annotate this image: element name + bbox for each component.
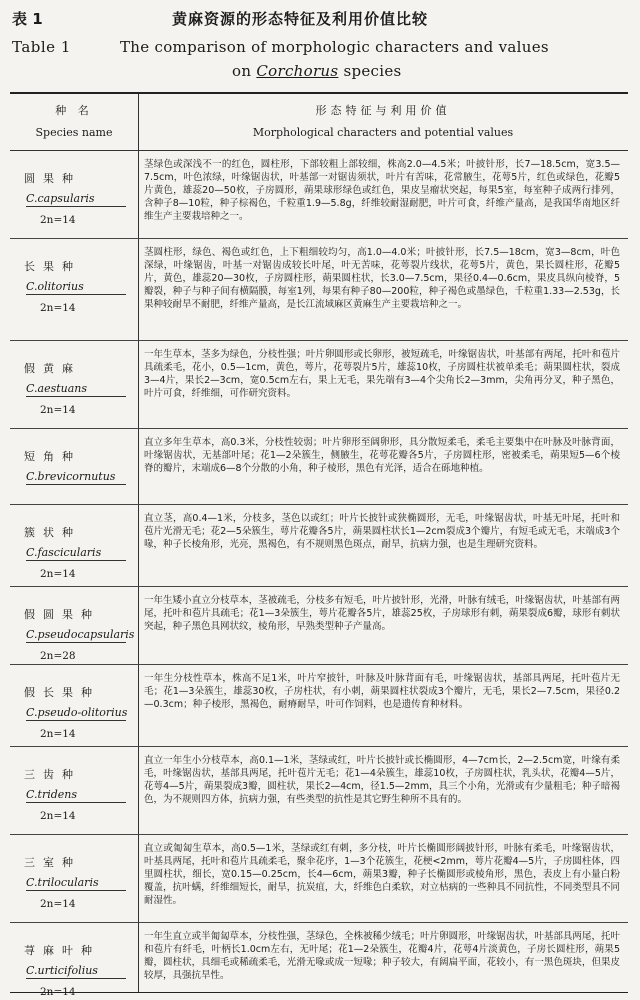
table-row <box>10 150 628 239</box>
table-row <box>10 746 628 835</box>
species-latin: C.pseudocapsularis <box>26 628 135 641</box>
morph-description: 一年生草本，茎多为绿色，分枝性强；叶片卵圆形或长卵形，被短疏毛，叶缘锯齿状，叶基部有两尾，托叶和苞片具疏柔毛，花小，0.5—1cm，黄色，萼片，花萼裂片5片，雄蕊10枚，子房圆柱状被单柔毛；蒴果圆柱状，裂成3—4片，果长2—3cm，宽0.5cm左右，果上无毛，果先端有3—4个尖角长2—3mm，尖角再分叉，种子黑色，叶片可食，纤维细，可作研究资料。 <box>144 349 620 399</box>
table-title-en-line2 <box>232 62 402 80</box>
species-cell <box>10 746 138 834</box>
species-name-cn: 圆果种 <box>24 172 81 185</box>
morph-description: 直立多年生草本，高0.3米，分枝性较弱；叶片卵形至阔卵形，具分散短柔毛，柔毛主要集中在叶脉及叶脉背面，叶缘锯齿状，无基部叶尾；花1—2朵簇生，侧腋生，花萼花瓣各5片，子房圆柱形，密被柔毛，蒴果短5—6个棱脊的瓣片，末端成6—8个分散的小角，种子棱形，黑色有光泽，适合在砾地种植。 <box>144 437 620 474</box>
morph-description: 一年生矮小直立分枝草本，茎被疏毛，分枝多有短毛，叶片披针形，光滑，叶脉有绒毛，叶缘锯齿状，叶基部有两尾，托叶和苞片具疏毛；花1—3朵簇生，萼片花瓣各5片，雄蕊25枚，子房球形有刺，蒴果裂成6瓣，球形有刺状突起，种子黑色具网状纹，棱角形，早熟类型种子产量高。 <box>144 595 620 632</box>
morph-description: 一年生分枝性草本，株高不足1米，叶片窄披针，叶脉及叶脉背面有毛，叶缘锯齿状，基部具两尾，托叶苞片无毛；花1—3朵簇生，雄蕊30枚，子房柱状，有小刺，蒴果圆柱状裂成3个瓣片，无毛，果长2—7.5cm，果径0.2—0.3cm；种子棱形，黑褐色，耐瘠耐旱，叶可作饲料，也是遗传育种材料。 <box>144 673 620 710</box>
species-latin: C.brevicornutus <box>26 470 126 485</box>
table-header <box>0 0 640 88</box>
col-species-en: Species name <box>35 126 113 139</box>
title-en-genus: Corchorus <box>256 62 339 80</box>
species-latin: C.olitorius <box>26 280 126 295</box>
comparison-table <box>10 92 628 998</box>
species-name-cn: 簇状种 <box>24 526 81 539</box>
morph-description: 直立茎，高0.4—1米，分枝多，茎色以或红；叶片长披针或狭椭圆形，无毛，叶缘锯齿状，叶基无叶尾，托叶和苞片光滑无毛；花2—5朵簇生，萼片花瓣各5片，蒴果圆柱状长1—2cm裂成3个瓣片，有短毛或无毛，末端成3个喙，种子长棱角形，光亮，黑褐色，有不规则黑色斑点，耐旱，抗病力强，也是生理研究资料。 <box>144 513 620 550</box>
morph-description: 直立或匍匐生草本，高0.5—1米，茎绿或红有刺，多分枝，叶片长椭圆形阔披针形，叶脉有柔毛，叶缘锯齿状，叶基具两尾，托叶和苞片具疏柔毛，聚伞花序，1—3个花簇生，花梗<2mm，萼片花瓣4—5片，子房圆柱体，四里圆柱状，细长，宽0.15—0.25cm，长4—6cm，蒴果3瓣，种子长椭圆形或棱角形，黑色，表皮上有小量白粉覆盖，抗叶螨，纤维细短长，耐旱，抗炭疽，大，纤维色白柔软，对立枯病的一些种具不同抗性，不同类型具不同耐湿性。 <box>144 843 620 906</box>
species-cell <box>10 150 138 238</box>
species-cell <box>10 922 138 998</box>
species-name-cn: 假长果种 <box>24 686 100 699</box>
species-latin: C.fascicularis <box>26 546 126 561</box>
species-cell <box>10 238 138 340</box>
table-row <box>10 238 628 341</box>
table-row <box>10 586 628 665</box>
morph-description: 直立一年生小分枝草本，高0.1—1米，茎绿或红，叶片长披针或长椭圆形，4—7cm长，2—2.5cm宽，叶缘有柔毛，叶缘锯齿状，基部具两尾，托叶苞片无毛；花1—4朵簇生，雄蕊10枚，子房圆柱状，乳头状，花瓣4—5片，花萼4—5片，蒴果裂成3瓣，圆柱状，果长2—4cm，径1.5—2mm，具三个小角，光滑或有少量粗毛；种子暗褐色，为不规则四方体，抗病力强，有些类型的抗性是其它野生种所不具有的。 <box>144 755 620 805</box>
chromosome-number: 2n=14 <box>40 214 76 226</box>
species-latin: C.capsularis <box>26 192 126 207</box>
table-row <box>10 834 628 923</box>
chromosome-number: 2n=14 <box>40 404 76 416</box>
morph-description: 茎绿色或深浅不一的红色，圆柱形，下部较粗上部较细，株高2.0—4.5米；叶披针形，长7—18.5cm，宽3.5—7.5cm，叶色浓绿，叶缘锯齿状，叶基部一对锯齿须状，叶片有苦味，花常腋生，花萼5片，红色或绿色，花瓣5片黄色，雄蕊20—50枚，子房圆形，蒴果球形绿色或红色，果皮呈瘤状突起，每果5室，每室种子成两行排列，含种子8—10粒，种子棕褐色，千粒重1.9—5.8g，纤维较耐湿耐肥，叶片可食，纤维产量高，是我国华南地区纤维生产主要栽培种之一。 <box>144 159 620 222</box>
species-name-cn: 荨麻叶种 <box>24 944 100 957</box>
species-latin: C.aestuans <box>26 382 126 397</box>
table-row <box>10 664 628 747</box>
table-title-en-line1: The comparison of morphologic characters and values <box>120 38 549 56</box>
species-cell <box>10 586 138 664</box>
chromosome-number: 2n=14 <box>40 986 76 998</box>
species-cell <box>10 340 138 428</box>
species-name-cn: 长果种 <box>24 260 81 273</box>
table-row <box>10 922 628 998</box>
species-name-cn: 假圆果种 <box>24 608 100 621</box>
chromosome-number: 2n=14 <box>40 568 76 580</box>
morph-description: 一年生直立或半匍匐草本，分枝性强，茎绿色，全株被稀少绒毛；叶片卵圆形，叶缘锯齿状，叶基部具两尾，托叶和苞片有纤毛，叶柄长1.0cm左右，无叶尾；花1—2朵簇生，花瓣4片，花萼4片淡黄色，子房长圆柱形，蒴果5瓣，圆柱状，具细毛或稀疏柔毛，光滑无喙或成一短喙；种子较大，有阔扁平面，花较小，有一黑色斑块，但果皮较厚，具强抗旱性。 <box>144 931 620 981</box>
species-latin: C.trilocularis <box>26 876 126 891</box>
species-name-cn: 三室种 <box>24 856 81 869</box>
column-header-row <box>10 94 628 151</box>
chromosome-number: 2n=14 <box>40 728 76 740</box>
species-latin: C.pseudo-olitorius <box>26 706 128 719</box>
table-number-cn: 表 1 <box>12 10 43 28</box>
morph-description: 茎圆柱形，绿色、褐色或红色，上下粗细较均匀，高1.0—4.0米；叶披针形，长7.5—18cm，宽3—8cm，叶色深绿，叶缘锯齿，叶基一对锯齿成较长叶尾，叶无苦味，花萼裂片线状，花萼5片，黄色，果长圆柱形，花瓣5片，黄色，雄蕊20—30枚，子房圆柱形，蒴果圆柱状，长3.0—7.5cm，果径0.4—0.6cm，果皮具纵向棱脊，5瓣裂，种子与种子间有横隔膜，每室1列，每果有种子80—200粒，种子褐色或墨绿色，千粒重1.33—2.53g，长果种较耐旱不耐肥，纤维产量高，是长江流域麻区黄麻生产主要栽培种之一。 <box>144 247 620 310</box>
chromosome-number: 2n=14 <box>40 810 76 822</box>
title-en-on: on <box>232 62 252 80</box>
species-cell <box>10 428 138 504</box>
species-name-cn: 短角种 <box>24 450 81 463</box>
chromosome-number: 2n=14 <box>40 898 76 910</box>
species-name-cn: 假黄麻 <box>24 362 81 375</box>
species-latin: C.tridens <box>26 788 126 803</box>
table-row <box>10 504 628 587</box>
table-row <box>10 340 628 429</box>
species-name-cn: 三齿种 <box>24 768 81 781</box>
col-morph-en: Morphological characters and potential values <box>252 126 514 139</box>
table-row <box>10 428 628 505</box>
chromosome-number: 2n=14 <box>40 302 76 314</box>
table-title-cn: 黄麻资源的形态特征及利用价值比较 <box>172 10 429 28</box>
col-species-cn: 种 名 <box>55 104 93 117</box>
title-en-species: species <box>343 62 402 80</box>
species-cell <box>10 664 138 746</box>
species-cell <box>10 504 138 586</box>
col-morph-cn: 形态特征与利用价值 <box>315 104 451 117</box>
species-latin: C.urticifolius <box>26 964 126 979</box>
species-cell <box>10 834 138 922</box>
table-number-en: Table 1 <box>12 38 71 56</box>
chromosome-number: 2n=28 <box>40 650 76 662</box>
